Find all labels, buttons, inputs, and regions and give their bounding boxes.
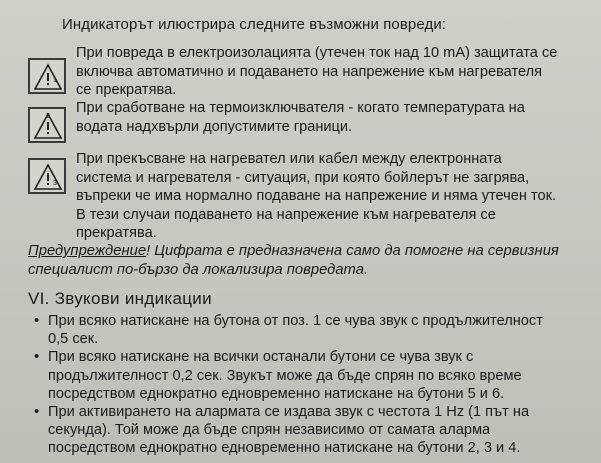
bullet-dot: • — [34, 312, 40, 329]
list-item — [34, 403, 589, 458]
note-line-2: специалист по-бързо да локализира повредата. — [28, 262, 369, 278]
list-item-line: 0,5 сек. — [48, 331, 99, 348]
warning-triangle-2-icon — [28, 107, 66, 143]
warning-1-line: При повреда в електроизолацията (утечен ток над 10 mA) защитата се — [76, 45, 558, 61]
list-item-line: секунда). Той може да бъде спрян независимо от самата аларма — [48, 422, 491, 439]
warning-2 — [28, 99, 588, 143]
warning-1-line: включва автоматично и подаването на напрежение към нагревателя — [76, 63, 543, 80]
note-label: Предупреждение — [28, 243, 147, 259]
warning-3-line: При прекъсване на нагревател или кабел между електронната — [76, 151, 502, 167]
warning-1 — [28, 44, 588, 100]
bullet-dot: • — [34, 348, 40, 366]
note-line-1 — [28, 242, 588, 261]
warning-3-line: прекратява. — [76, 225, 157, 242]
bullet-dot: • — [34, 403, 40, 421]
warning-2-line: При сработване на термоизключвателя - когато температурата на — [76, 100, 525, 116]
warning-2-line: водата надхвърли допустимите граници. — [76, 118, 353, 135]
list-item-line: посредством еднократно едновременно натискане на бутони 2, 3 и 4. — [48, 440, 521, 457]
list-item-line: посредством еднократно едновременно натискане на бутони 5 и 6. — [48, 385, 505, 402]
intro-text: Индикаторът илюстрира следните възможни повреди: — [62, 16, 447, 33]
list-item-line: При всяко натискане на всички останали бутони се чува звук с — [48, 349, 474, 366]
warning-1-number: 1 — [53, 77, 57, 84]
note-line-1-rest: ! Цифрата е предназначена само да помогне на сервизния — [146, 243, 559, 259]
warning-3-line: система и нагревателя - ситуация, при която бойлерът не загрява, — [76, 169, 530, 186]
warning-3-line: В тези случаи подаването на напрежение към нагревателя се — [76, 206, 496, 223]
list-item-line: продължителност 0,2 сек. Звукът може да бъде спрян по всяко време — [48, 367, 522, 384]
list-item-line: При активирането на алармата се издава звук с честота 1 Hz (1 път на — [48, 404, 530, 421]
warning-2-number: 2 — [46, 113, 50, 120]
list-item — [34, 348, 589, 403]
sound-indications-list — [34, 312, 589, 458]
warning-3-number: 3 — [53, 180, 57, 187]
service-note — [28, 242, 588, 280]
list-item-line: При всяко натискане на бутона от поз. 1 се чува звук с продължителност — [48, 313, 543, 329]
warning-3-text — [76, 150, 586, 243]
warning-2-text — [76, 99, 586, 136]
warning-1-text — [76, 44, 586, 100]
list-item — [34, 312, 589, 348]
warning-1-line: се прекратява. — [76, 82, 177, 99]
warning-3-line: въпреки че има нормално подаване на напрежение и няма утечен ток. — [76, 188, 557, 205]
warning-3 — [28, 150, 588, 244]
section-title: VI. Звукови индикации — [28, 289, 212, 308]
warning-triangle-1-icon — [28, 58, 66, 94]
warning-triangle-3-icon — [28, 158, 66, 194]
